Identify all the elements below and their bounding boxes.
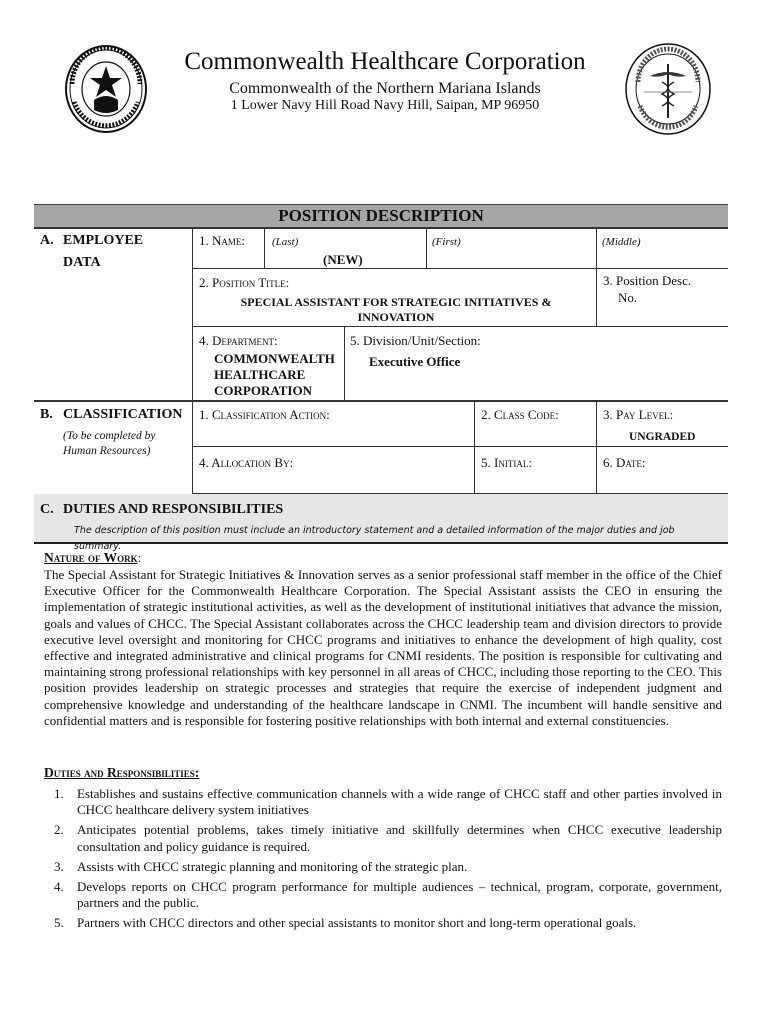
initial-label: 5. Initial: [481, 455, 532, 470]
name-label: 1. Name: [199, 233, 245, 248]
section-c-note: The description of this position must include an introductory statement and a detailed information of the major duties and job summary. [74, 525, 675, 552]
form-title: POSITION DESCRIPTION [34, 204, 728, 229]
organization-address: 1 Lower Navy Hill Road Navy Hill, Saipan, MP 96950 [230, 98, 540, 113]
section-c-label: DUTIES AND RESPONSIBILITIES [63, 502, 284, 517]
position-desc-label: 3. Position Desc. [603, 273, 692, 288]
section-a-label-2: DATA [63, 255, 101, 270]
position-title-label: 2. Position Title: [199, 275, 290, 290]
section-c-header [34, 494, 728, 552]
duty-item: 2. Anticipates potential problems, takes timely initiative and skillfully determines when CHCC executive leadership consultation and policy guidance is required. [54, 822, 722, 854]
position-desc-no: No. [618, 290, 638, 305]
date-label: 6. Date: [603, 455, 646, 470]
allocation-label: 4. Allocation By: [199, 455, 294, 470]
organization-subtitle: Commonwealth of the Northern Mariana Islands [229, 80, 541, 97]
section-b-letter: B. [40, 407, 53, 422]
division-label: 5. Division/Unit/Section: [350, 333, 481, 348]
duty-item: 3. Assists with CHCC strategic planning and monitoring of the strategic plan. [54, 858, 468, 874]
duty-item: 1. Establishes and sustains effective communication channels with a wide range of CHCC staff and other parties involved in CHCC healthcare delivery system initiatives [54, 786, 722, 818]
section-c-letter: C. [40, 502, 54, 517]
pay-level-label: 3. Pay Level: [603, 407, 674, 422]
section-a-label: EMPLOYEE [63, 233, 144, 248]
department-label: 4. Department: [199, 333, 278, 348]
duties-heading: Duties and Responsibilities: [44, 765, 200, 780]
class-code-label: 2. Class Code: [481, 407, 559, 422]
division-value: Executive Office [369, 354, 461, 369]
first-name-label: (First) [432, 236, 461, 248]
department-value-line2: HEALTHCARE [214, 367, 306, 382]
last-name-label: (Last) [272, 236, 299, 248]
name-value: (NEW) [323, 252, 363, 267]
nature-of-work-heading-text: Nature of Work [44, 550, 138, 565]
middle-name-label: (Middle) [602, 236, 641, 248]
nature-of-work-heading-colon: : [137, 550, 142, 565]
section-b-note-1: (To be completed by [63, 430, 156, 442]
organization-name: Commonwealth Healthcare Corporation [184, 48, 586, 75]
nature-of-work-text: The Special Assistant for Strategic Initiatives & Innovation serves as a senior professional staff member in the office of the Chief Executive Officer for the Commonwealth Healthcare Corporation. The Special Assistant assists the CEO in ensuring the implementation of strategic institutional activities, as well as the development of institutional initiatives that advance the mission, goals and values of CHCC. The Special Assistant collaborates across the CHCC leadership team and division directors to provide executive level oversight and monitoring for CHCC programs and initiatives to enhance the development of high quality, cost effective and integrated administrative and clinical programs for CNMI residents. The position is responsible for cultivating and maintaining strong professional relationships with key personnel in all areas of CHCC, including those reporting to the CEO. This position provides leadership on strategic processes and strategies that require the exercise of independent judgment and comprehensive knowledge and understanding of the healthcare landscape in CNMI. The incumbent will handle sensitive and confidential matters and is responsible for fostering positive relationships with both internal and external constituencies. [44, 567, 722, 728]
section-a-letter: A. [40, 233, 54, 248]
position-title-value: SPECIAL ASSISTANT FOR STRATEGIC INITIATIVES & INNOVATION [240, 295, 552, 324]
duties-list [44, 786, 722, 936]
department-value-line1: COMMONWEALTH [214, 351, 335, 366]
duty-item: 5. Partners with CHCC directors and other special assistants to monitor short and long-term operational goals. [54, 915, 637, 931]
chcc-corporate-seal [624, 42, 712, 136]
duty-item: 4. Develops reports on CHCC program performance for multiple audiences – technical, program, corporate, government, partners and the public. [54, 879, 722, 911]
section-b-note-2: Human Resources) [63, 445, 151, 457]
department-value-line3: CORPORATION [214, 383, 312, 398]
section-b-label: CLASSIFICATION [63, 407, 183, 422]
pay-level-value: UNGRADED [629, 431, 696, 443]
nature-of-work-heading [44, 550, 722, 566]
classification-action-label: 1. Classification Action: [199, 407, 330, 422]
cnmi-official-seal [64, 44, 148, 134]
